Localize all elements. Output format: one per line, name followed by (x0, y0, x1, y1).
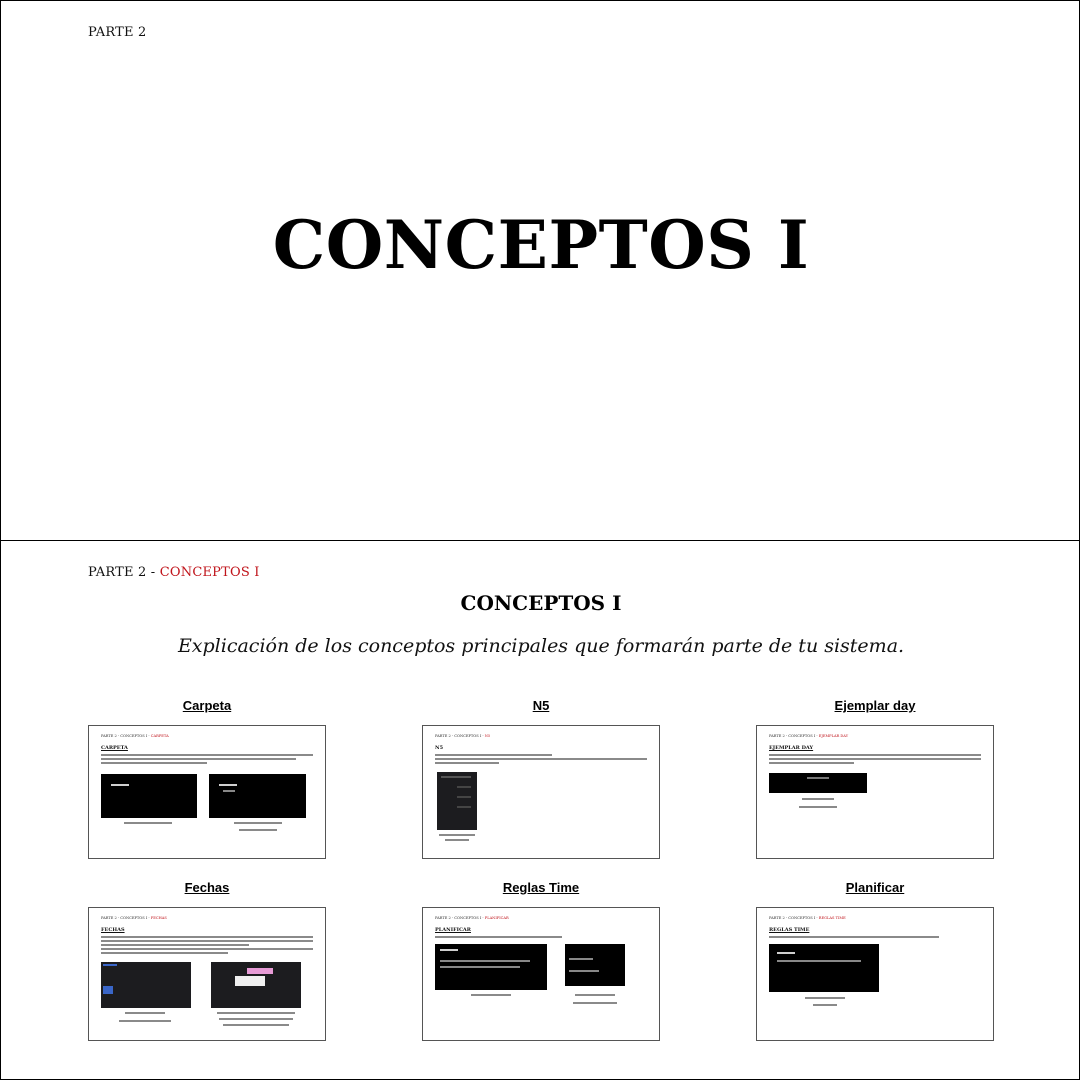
card-thumbnail[interactable]: PARTE 2 - CONCEPTOS I - PLANIFICAR PLANIFICAR (422, 907, 660, 1041)
card-thumbnail[interactable]: PARTE 2 - CONCEPTOS I - EJEMPLAR DAY EJEMPLAR DAY (756, 725, 994, 859)
screenshot-image (209, 774, 306, 818)
section-title: CONCEPTOS I (460, 591, 622, 615)
card-label[interactable]: Reglas Time (502, 880, 580, 895)
breadcrumb: PARTE 2 (88, 25, 147, 40)
screenshot-image (101, 962, 191, 1008)
concept-card-reglas-time[interactable] (422, 880, 660, 1041)
card-thumbnail[interactable]: PARTE 2 - CONCEPTOS I - CARPETA CARPETA (88, 725, 326, 859)
slide-overview (0, 540, 1080, 1080)
breadcrumb (88, 565, 260, 580)
concept-card-n5[interactable] (422, 698, 660, 859)
breadcrumb-part: PARTE 2 - (88, 565, 160, 580)
card-label[interactable]: Fechas (184, 880, 230, 895)
card-thumbnail[interactable]: PARTE 2 - CONCEPTOS I - FECHAS FECHAS (88, 907, 326, 1041)
card-thumbnail[interactable]: PARTE 2 - CONCEPTOS I - REGLAS TIME REGLAS TIME (756, 907, 994, 1041)
screenshot-image (211, 962, 301, 1008)
screenshot-image (435, 944, 547, 990)
card-label[interactable]: Carpeta (182, 698, 232, 713)
breadcrumb-section[interactable]: CONCEPTOS I (159, 565, 260, 580)
page-title: CONCEPTOS I (272, 206, 810, 284)
screenshot-image (769, 773, 867, 793)
screenshot-image (565, 944, 625, 986)
concept-card-ejemplar-day[interactable] (756, 698, 994, 859)
card-label[interactable]: Planificar (845, 880, 905, 895)
concept-card-carpeta[interactable] (88, 698, 326, 859)
screenshot-image (769, 944, 879, 992)
card-label[interactable]: Ejemplar day (834, 698, 916, 713)
section-subtitle: Explicación de los conceptos principales que formarán parte de tu sistema. (177, 635, 905, 657)
card-label[interactable]: N5 (532, 698, 550, 713)
concept-card-planificar[interactable] (756, 880, 994, 1041)
screenshot-image (101, 774, 197, 818)
concept-card-fechas[interactable] (88, 880, 326, 1041)
card-thumbnail[interactable]: PARTE 2 - CONCEPTOS I - N5 N5 (422, 725, 660, 859)
screenshot-image (437, 772, 477, 830)
